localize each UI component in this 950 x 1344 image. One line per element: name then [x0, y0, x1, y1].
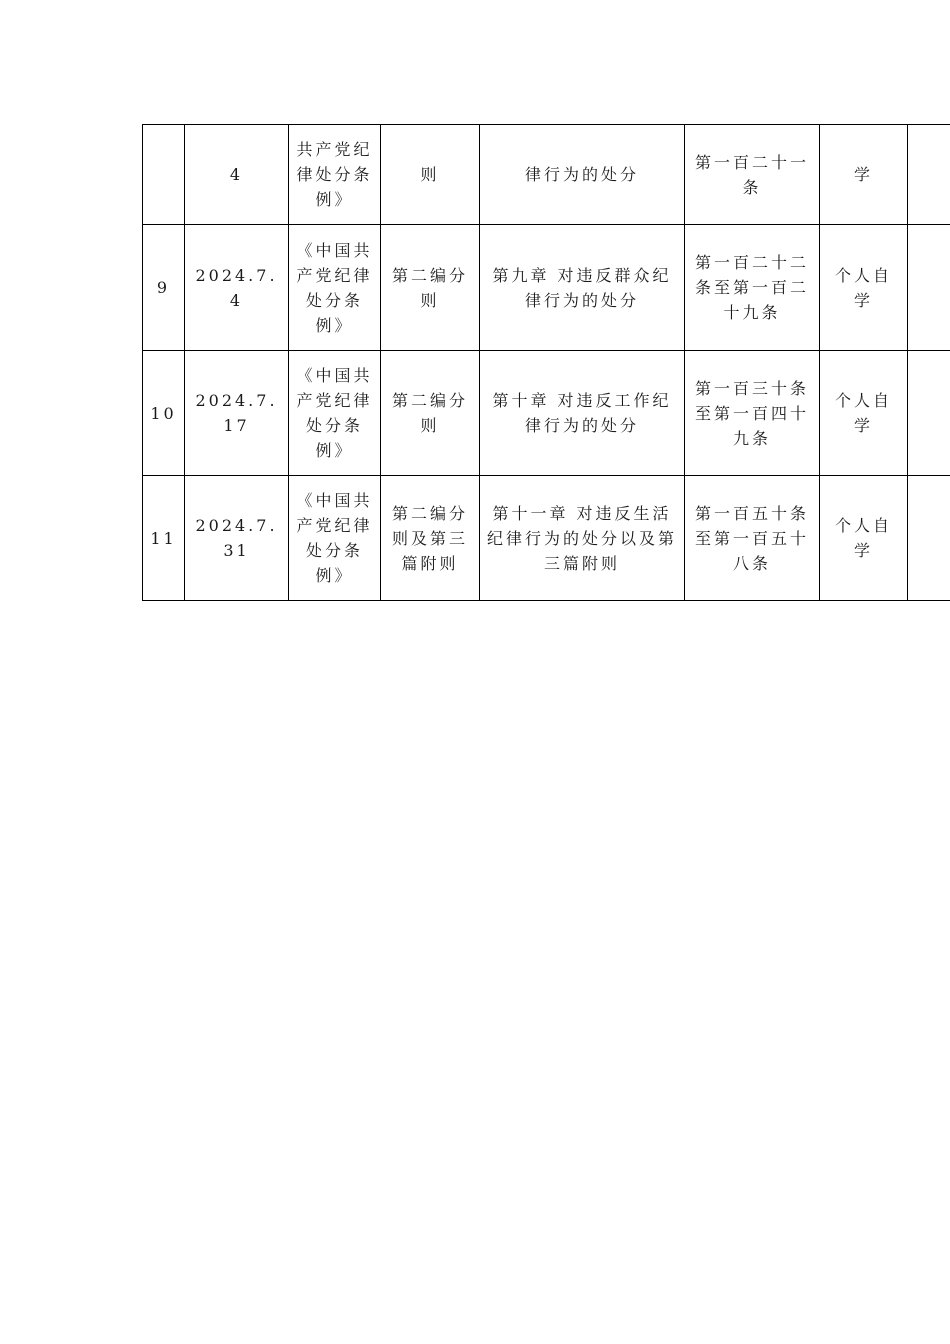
row-number-cell	[143, 125, 185, 225]
date-cell: 2024.7.17	[185, 351, 289, 476]
study-mode-cell: 个人自学	[820, 225, 908, 351]
table-row	[143, 225, 950, 351]
remarks-cell	[908, 476, 950, 601]
part-cell: 第二编分则	[381, 351, 480, 476]
study-mode-cell: 个人自学	[820, 351, 908, 476]
study-mode-cell: 学	[820, 125, 908, 225]
study-material-cell: 《中国共产党纪律处分条例》	[289, 351, 381, 476]
date-cell: 2024.7.4	[185, 225, 289, 351]
remarks-cell	[908, 225, 950, 351]
study-mode-cell: 个人自学	[820, 476, 908, 601]
date-cell: 4	[185, 125, 289, 225]
table-row	[143, 351, 950, 476]
part-cell: 第二编分则	[381, 225, 480, 351]
remarks-cell	[908, 351, 950, 476]
chapter-cell: 律行为的处分	[480, 125, 685, 225]
part-cell: 则	[381, 125, 480, 225]
articles-cell: 第一百三十条至第一百四十九条	[685, 351, 820, 476]
articles-cell: 第一百二十二条至第一百二十九条	[685, 225, 820, 351]
row-number-cell: 10	[143, 351, 185, 476]
study-material-cell: 《中国共产党纪律处分条例》	[289, 476, 381, 601]
chapter-cell: 第九章 对违反群众纪律行为的处分	[480, 225, 685, 351]
remarks-cell	[908, 125, 950, 225]
row-number-cell: 11	[143, 476, 185, 601]
date-cell: 2024.7.31	[185, 476, 289, 601]
articles-cell: 第一百二十一条	[685, 125, 820, 225]
study-material-cell: 《中国共产党纪律处分条例》	[289, 225, 381, 351]
study-material-cell: 共产党纪律处分条例》	[289, 125, 381, 225]
part-cell: 第二编分则及第三篇附则	[381, 476, 480, 601]
study-schedule-table	[142, 124, 950, 601]
table-row	[143, 125, 950, 225]
row-number-cell: 9	[143, 225, 185, 351]
articles-cell: 第一百五十条至第一百五十八条	[685, 476, 820, 601]
chapter-cell: 第十章 对违反工作纪律行为的处分	[480, 351, 685, 476]
chapter-cell: 第十一章 对违反生活纪律行为的处分以及第三篇附则	[480, 476, 685, 601]
table-row	[143, 476, 950, 601]
